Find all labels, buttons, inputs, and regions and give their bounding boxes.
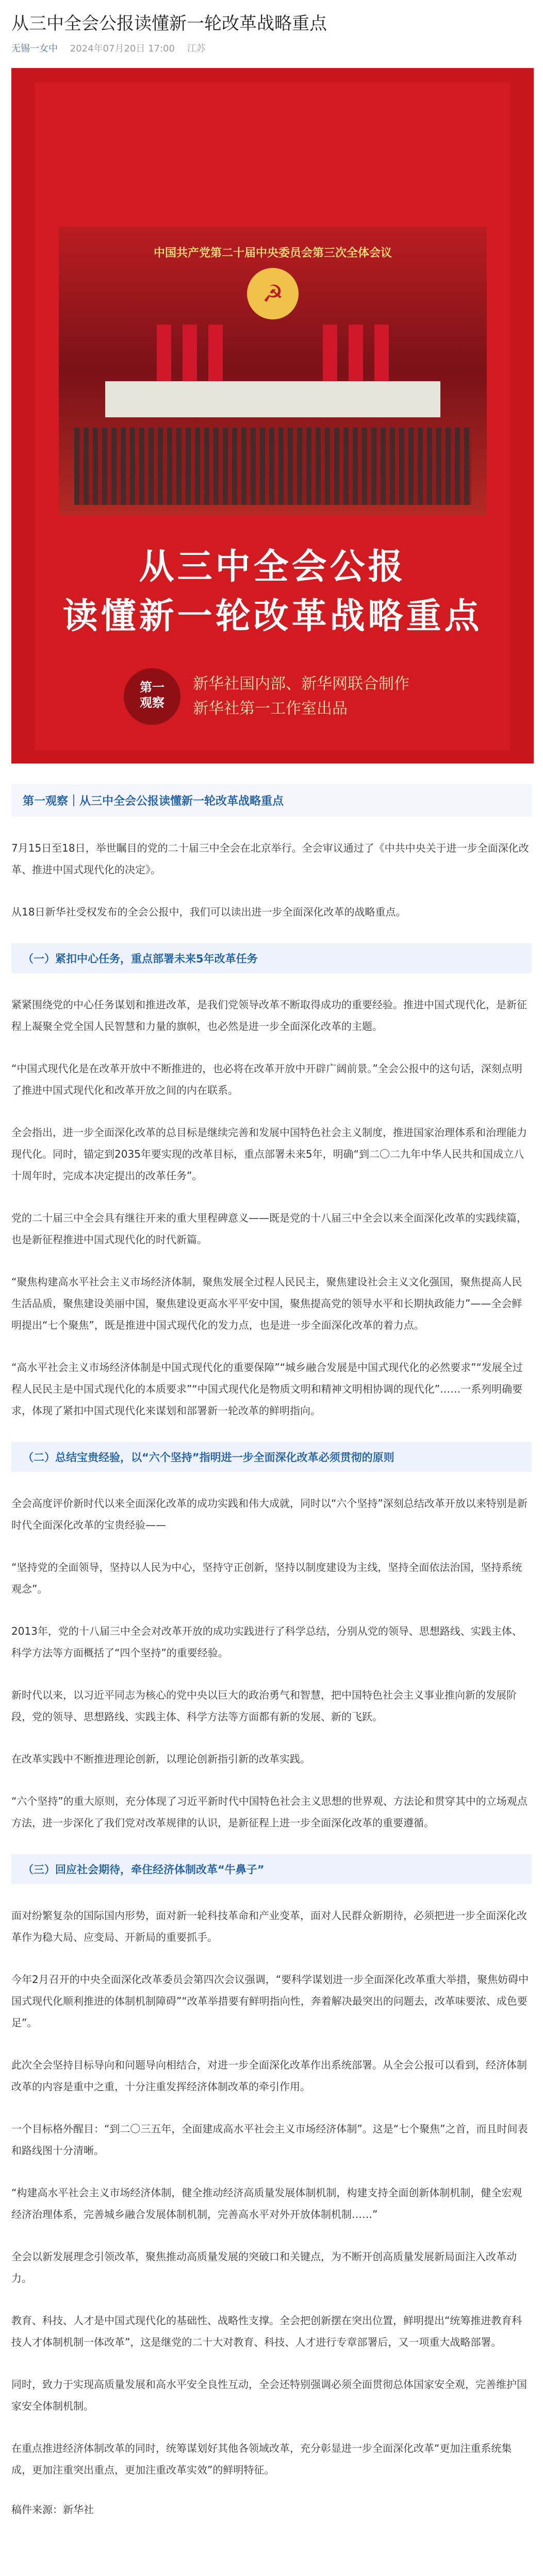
plenary-hall-image — [59, 227, 487, 515]
badge-line1: 第一 — [140, 680, 164, 694]
poster-title-line2: 读懂新一轮改革战略重点 — [62, 596, 483, 637]
red-flag — [374, 325, 389, 381]
first-observation-badge — [124, 668, 180, 725]
paragraph: “六个坚持”的重大原则，充分体现了习近平新时代中国特色社会主义思想的世界观、方法论和贯穿其中的立场观点方法，进一步深化了我们党对改革规律的认识，是新征程上进一步全面深化改革的重要遵循。 — [11, 1795, 528, 1829]
subheading-2: （二）总结宝贵经验，以“六个坚持”指明进一步全面深化改革必须贯彻的原则 — [11, 1442, 532, 1472]
source-credit: 稿件来源：新华社 — [11, 2503, 94, 2516]
article — [0, 12, 543, 2516]
poster-credits — [193, 672, 409, 721]
credit-line2: 新华社第一工作室出品 — [193, 700, 348, 718]
section-1-paragraphs — [11, 994, 532, 1421]
paragraph: 党的二十届三中全会具有继往开来的重大里程碑意义——既是党的十八届三中全会以来全面深化改革的实践续篇，也是新征程推进中国式现代化的时代新篇。 — [11, 1212, 527, 1246]
article-meta — [11, 41, 532, 55]
stage-banner: 中国共产党第二十届中央委员会第三次全体会议 — [153, 246, 392, 260]
article-body — [11, 784, 532, 2516]
paragraph: “聚焦构建高水平社会主义市场经济体制，聚焦发展全过程人民民主，聚焦建设社会主义文化强国，聚焦提高人民生活品质，聚焦建设美丽中国，聚焦建设更高水平平安中国，聚焦提高党的领导水平和长期执政能力”——全会鲜明提出“七个聚焦”，既是推进中国式现代化的发力点，也是进一步全面深化改革的着力点。 — [11, 1276, 522, 1331]
party-emblem-icon: ☭ — [247, 268, 299, 319]
paragraph: 教育、科技、人才是中国式现代化的基础性、战略性支撑。全会把创新摆在突出位置，鲜明提出“统筹推进教育科技人才体制机制一体改革”，这是继党的二十大对教育、科技、人才进行专章部署后，又一项重大战略部署。 — [11, 2314, 522, 2348]
paragraph: 今年2月召开的中央全面深化改革委员会第四次会议强调，“要科学谋划进一步全面深化改革重大举措，聚焦妨碍中国式现代化顺利推进的体制机制障碍”“改革举措要有鲜明指向性，奔着解决最突出的问题去，改革味要浓、成色要足”。 — [11, 1973, 529, 2029]
credit-line1: 新华社国内部、新华网联合制作 — [193, 675, 409, 693]
cover-poster — [11, 68, 534, 764]
paragraph: 紧紧围绕党的中心任务谋划和推进改革，是我们党领导改革不断取得成功的重要经验。推进中国式现代化，是新征程上凝聚全党全国人民智慧和力量的旗帜，也必然是进一步全面深化改革的主题。 — [11, 998, 527, 1032]
paragraph: 在重点推进经济体制改革的同时，统筹谋划好其他各领域改革，充分彰显进一步全面深化改革“更加注重系统集成，更加注重突出重点，更加注重改革实效”的鲜明特征。 — [11, 2442, 512, 2476]
paragraph: 在改革实践中不断推进理论创新，以理论创新指引新的改革实践。 — [11, 1753, 310, 1765]
audience-seats — [74, 428, 471, 505]
paragraph: “中国式现代化是在改革开放中不断推进的，也必将在改革开放中开辟广阔前景。”全会公报中的这句话，深刻点明了推进中国式现代化和改革开放之间的内在联系。 — [11, 1062, 522, 1096]
article-title: 从三中全会公报读懂新一轮改革战略重点 — [11, 13, 327, 34]
poster-title-line1: 从三中全会公报 — [139, 546, 406, 587]
paragraph: 从18日新华社受权发布的全会公报中，我们可以读出进一步全面深化改革的战略重点。 — [11, 906, 406, 918]
section-title: 第一观察｜从三中全会公报读懂新一轮改革战略重点 — [11, 784, 532, 817]
red-flag — [183, 325, 197, 381]
subheading-3: （三）回应社会期待，牵住经济体制改革“牛鼻子” — [11, 1854, 532, 1884]
paragraph: 7月15日至18日，举世瞩目的党的二十届三中全会在北京举行。全会审议通过了《中共中央关于进一步全面深化改革、推进中国式现代化的决定》。 — [11, 842, 529, 876]
poster-title — [11, 542, 534, 641]
publish-location: 江苏 — [187, 43, 206, 54]
publish-date: 2024年07月20日 17:00 — [70, 43, 175, 54]
red-flag — [323, 325, 337, 381]
paragraph: 全会指出，进一步全面深化改革的总目标是继续完善和发展中国特色社会主义制度，推进国家治理体系和治理能力现代化。同时，锚定到2035年要实现的改革目标，重点部署未来5年，明确“到二〇二九年中华人民共和国成立八十周年时，完成本决定提出的改革任务”。 — [11, 1126, 527, 1182]
intro-paragraphs — [11, 837, 532, 923]
section-3-paragraphs — [11, 1905, 532, 2481]
paragraph: 新时代以来，以习近平同志为核心的党中央以巨大的政治勇气和智慧，把中国特色社会主义事业推向新的发展阶段，党的领导、思想路线、实践主体、科学方法等方面都有新的发展、新的飞跃。 — [11, 1689, 517, 1723]
paragraph: 2013年，党的十八届三中全会对改革开放的成功实践进行了科学总结，分别从党的领导、思想路线、实践主体、科学方法等方面概括了“四个坚持”的重要经验。 — [11, 1625, 522, 1659]
paragraph: “坚持党的全面领导，坚持以人民为中心，坚持守正创新，坚持以制度建设为主线，坚持全面依法治国，坚持系统观念”。 — [11, 1561, 522, 1595]
paragraph: 全会高度评价新时代以来全面深化改革的成功实践和伟大成就，同时以“六个坚持”深刻总结改革开放以来特别是新时代全面深化改革的宝贵经验—— — [11, 1497, 528, 1531]
presidium-dais — [105, 381, 440, 417]
paragraph: 同时，致力于实现高质量发展和高水平安全良性互动，全会还特别强调必须全面贯彻总体国家安全观，完善维护国家安全体制机制。 — [11, 2378, 527, 2412]
red-flag — [157, 325, 171, 381]
paragraph: “高水平社会主义市场经济体制是中国式现代化的重要保障”“城乡融合发展是中国式现代化的必然要求”“发展全过程人民民主是中国式现代化的本质要求”“中国式现代化是物质文明和精神文明相协调的现代化”……一系列明确要求，体现了紧扣中国式现代化来谋划和部署新一轮改革的鲜明指向。 — [11, 1361, 523, 1417]
paragraph: 面对纷繁复杂的国际国内形势，面对新一轮科技革命和产业变革，面对人民群众新期待，必须把进一步全面深化改革作为稳大局、应变局、开新局的重要抓手。 — [11, 1909, 527, 1943]
section-2-paragraphs — [11, 1493, 532, 1834]
paragraph: 此次全会坚持目标导向和问题导向相结合，对进一步全面深化改革作出系统部署。从全会公报可以看到，经济体制改革的内容是重中之重，十分注重发挥经济体制改革的牵引作用。 — [11, 2059, 527, 2093]
red-flag — [349, 325, 363, 381]
badge-line2: 观察 — [140, 696, 164, 710]
paragraph: “构建高水平社会主义市场经济体制，健全推动经济高质量发展体制机制，构建支持全面创新体制机制，健全宏观经济治理体系，完善城乡融合发展体制机制，完善高水平对外开放体制机制……” — [11, 2187, 522, 2221]
account-name[interactable]: 无锡一女中 — [11, 43, 58, 54]
red-flag — [208, 325, 223, 381]
paragraph: 全会以新发展理念引领改革，聚焦推动高质量发展的突破口和关键点，为不断开创高质量发展新局面注入改革动力。 — [11, 2250, 517, 2284]
paragraph: 一个目标格外醒目：“到二〇三五年，全面建成高水平社会主义市场经济体制”。这是“七个聚焦”之首，而且时间表和路线图十分清晰。 — [11, 2123, 528, 2157]
subheading-1: （一）紧扣中心任务，重点部署未来5年改革任务 — [11, 943, 532, 973]
